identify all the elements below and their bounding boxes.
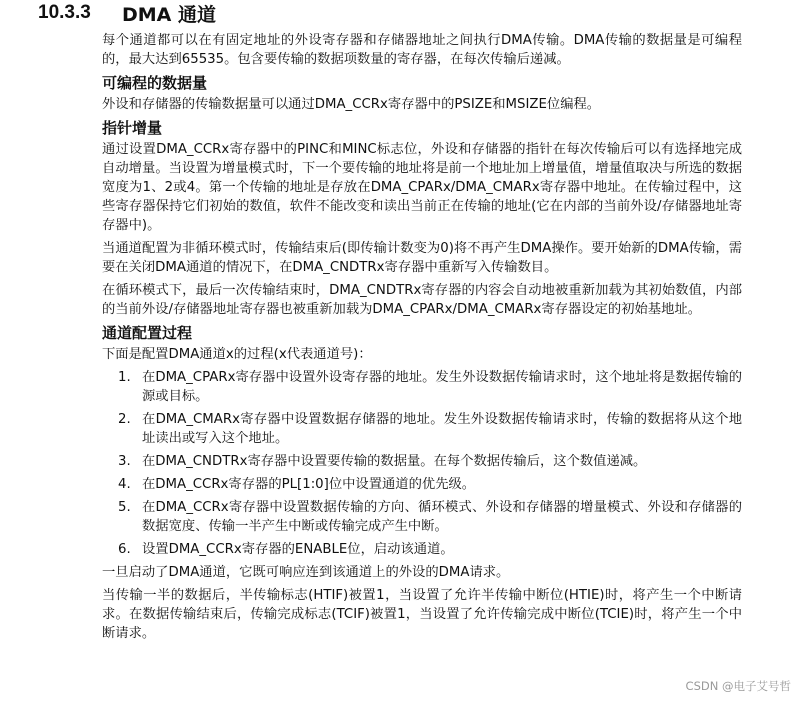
section-heading xyxy=(0,0,216,26)
pointer-paragraph-2: 当通道配置为非循环模式时，传输结束后(即传输计数变为0)将不再产生DMA操作。要开始新的DMA传输，需要在关闭DMA通道的情况下，在DMA_CNDTRx寄存器中重新写入传输数目。 xyxy=(102,241,742,275)
section-title: DMA 通道 xyxy=(122,3,216,26)
step-number: 4. xyxy=(118,477,131,492)
pointer-paragraph-1: 通过设置DMA_CCRx寄存器中的PINC和MINC标志位，外设和存储器的指针在每次传输后可以有选择地完成自动增量。当设置为增量模式时，下一个要传输的地址将是前一个地址加上增量值，增量值取决与所选的数据宽度为1、2或4。第一个传输的地址是存放在DMA_CPARx/DMA_CMARx寄存器中地址。在传输过程中，这些寄存器保持它们初始的数值，软件不能改变和读出当前正在传输的地址(它在内部的当前外设/存储器地址寄存器中)。 xyxy=(102,142,742,233)
config-step xyxy=(102,452,742,471)
after-paragraph-2: 当传输一半的数据后，半传输标志(HTIF)被置1，当设置了允许半传输中断位(HTIE)时，将产生一个中断请求。在数据传输结束后，传输完成标志(TCIF)被置1，当设置了允许传输完成中断位(TCIE)时，将产生一个中断请求。 xyxy=(102,588,742,641)
section-number: 10.3.3 xyxy=(38,2,91,23)
pointer-heading: 指针增量 xyxy=(102,119,163,137)
step-text: 在DMA_CPARx寄存器中设置外设寄存器的地址。发生外设数据传输请求时，这个地址将是数据传输的源或目标。 xyxy=(142,370,742,404)
pointer-paragraph-3: 在循环模式下，最后一次传输结束时，DMA_CNDTRx寄存器的内容会自动地被重新加载为其初始数值，内部的当前外设/存储器地址寄存器也被重新加载为DMA_CPARx/DMA_CMARx寄存器设定的初始基地址。 xyxy=(102,283,742,317)
programmable-paragraph: 外设和存储器的传输数据量可以通过DMA_CCRx寄存器中的PSIZE和MSIZE位编程。 xyxy=(102,97,601,112)
step-text: 在DMA_CMARx寄存器中设置数据存储器的地址。发生外设数据传输请求时，传输的数据将从这个地址读出或写入这个地址。 xyxy=(142,412,742,446)
config-heading: 通道配置过程 xyxy=(102,324,193,342)
step-text: 设置DMA_CCRx寄存器的ENABLE位，启动该通道。 xyxy=(142,542,454,557)
config-step xyxy=(102,498,742,536)
step-number: 6. xyxy=(118,542,131,557)
step-number: 5. xyxy=(118,500,131,515)
csdn-watermark: CSDN @电子艾号哲 xyxy=(685,679,791,693)
config-step xyxy=(102,475,742,494)
config-step xyxy=(102,410,742,448)
after-paragraph-1: 一旦启动了DMA通道，它既可响应连到该通道上的外设的DMA请求。 xyxy=(102,565,510,580)
config-steps-list xyxy=(102,368,742,559)
config-lead: 下面是配置DMA通道x的过程(x代表通道号)： xyxy=(102,347,372,362)
intro-paragraph: 每个通道都可以在有固定地址的外设寄存器和存储器地址之间执行DMA传输。DMA传输的数据量是可编程的，最大达到65535。包含要传输的数据项数量的寄存器，在每次传输后递减。 xyxy=(102,33,742,67)
step-text: 在DMA_CNDTRx寄存器中设置要传输的数据量。在每个数据传输后，这个数值递减。 xyxy=(142,454,647,469)
step-text: 在DMA_CCRx寄存器的PL[1:0]位中设置通道的优先级。 xyxy=(142,477,476,492)
config-step xyxy=(102,368,742,406)
step-number: 2. xyxy=(118,412,131,427)
step-text: 在DMA_CCRx寄存器中设置数据传输的方向、循环模式、外设和存储器的增量模式、外设和存储器的数据宽度、传输一半产生中断或传输完成产生中断。 xyxy=(142,500,742,534)
programmable-heading: 可编程的数据量 xyxy=(102,74,208,92)
section-body xyxy=(102,31,742,647)
config-step xyxy=(102,540,742,559)
step-number: 3. xyxy=(118,454,131,469)
step-number: 1. xyxy=(118,370,131,385)
